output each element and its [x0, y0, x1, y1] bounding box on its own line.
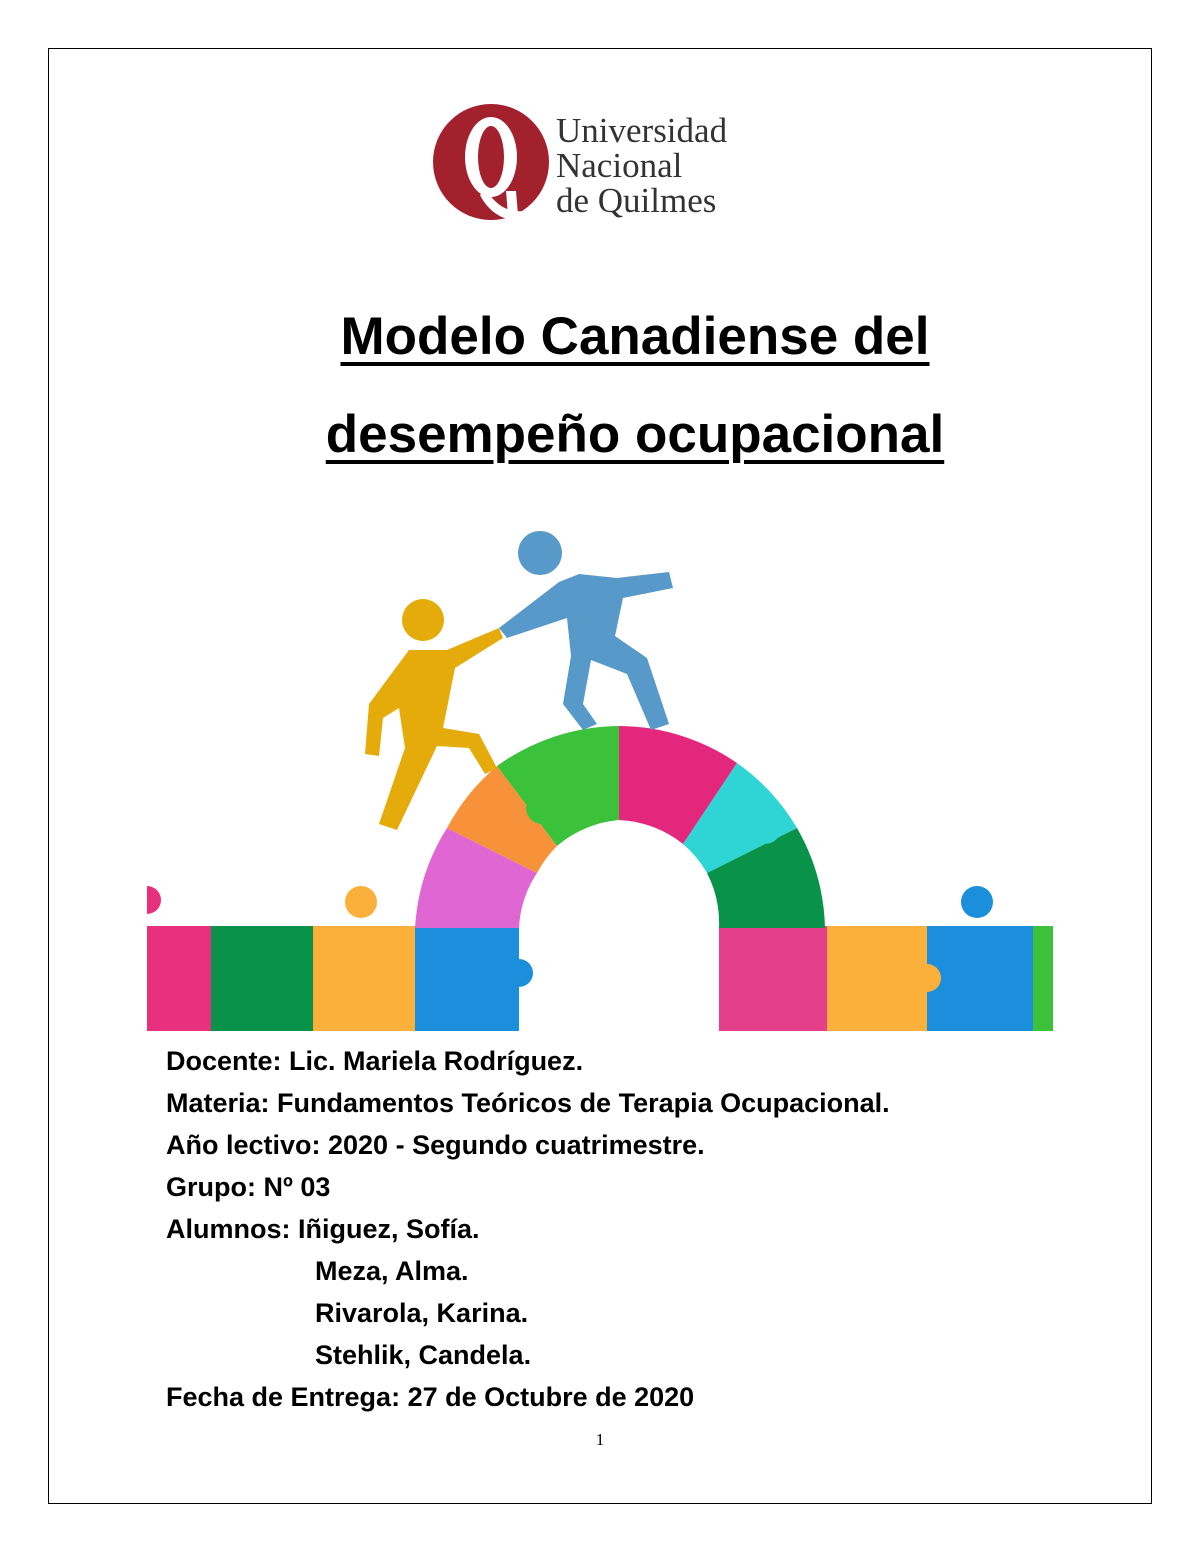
puzzle-piece-pink-right: [719, 926, 827, 1031]
puzzle-piece-blue-left: [415, 926, 519, 1031]
materia-line: Materia: Fundamentos Teóricos de Terapia Ocupacional.: [166, 1088, 890, 1118]
helping-hand-puzzle-bridge-icon: [147, 528, 1053, 1031]
logo-line-2: Nacional: [556, 146, 683, 185]
puzzle-piece-pink-left: [147, 926, 211, 1031]
puzzle-piece-green-edge: [1033, 926, 1053, 1031]
page-number: 1: [595, 1430, 605, 1449]
alumno-item: Meza, Alma.: [315, 1256, 469, 1286]
university-logo: [432, 97, 752, 229]
logo-line-3: de Quilmes: [556, 181, 717, 220]
document-title-line-2: desempeño ocupacional: [325, 405, 945, 464]
anio-lectivo-line: Año lectivo: 2020 - Segundo cuatrimestre.: [166, 1130, 705, 1160]
puzzle-piece-blue-right: [927, 926, 1033, 1031]
puzzle-piece-orange-left: [313, 926, 415, 1031]
quilmes-q-emblem-icon: [432, 97, 556, 229]
blue-person-figure: [499, 531, 673, 730]
logo-line-1: Universidad: [556, 111, 728, 150]
alumnos-line: Alumnos: Iñiguez, Sofía.: [166, 1214, 480, 1244]
document-title-line-1: Modelo Canadiense del: [340, 307, 930, 366]
docente-line: Docente: Lic. Mariela Rodríguez.: [166, 1046, 584, 1076]
fecha-entrega-line: Fecha de Entrega: 27 de Octubre de 2020: [166, 1382, 695, 1412]
document-info: [166, 1040, 890, 1418]
alumno-item: Rivarola, Karina.: [315, 1298, 529, 1328]
grupo-line: Grupo: Nº 03: [166, 1172, 331, 1202]
alumno-item: Stehlik, Candela.: [315, 1340, 532, 1370]
university-name: [556, 113, 727, 218]
